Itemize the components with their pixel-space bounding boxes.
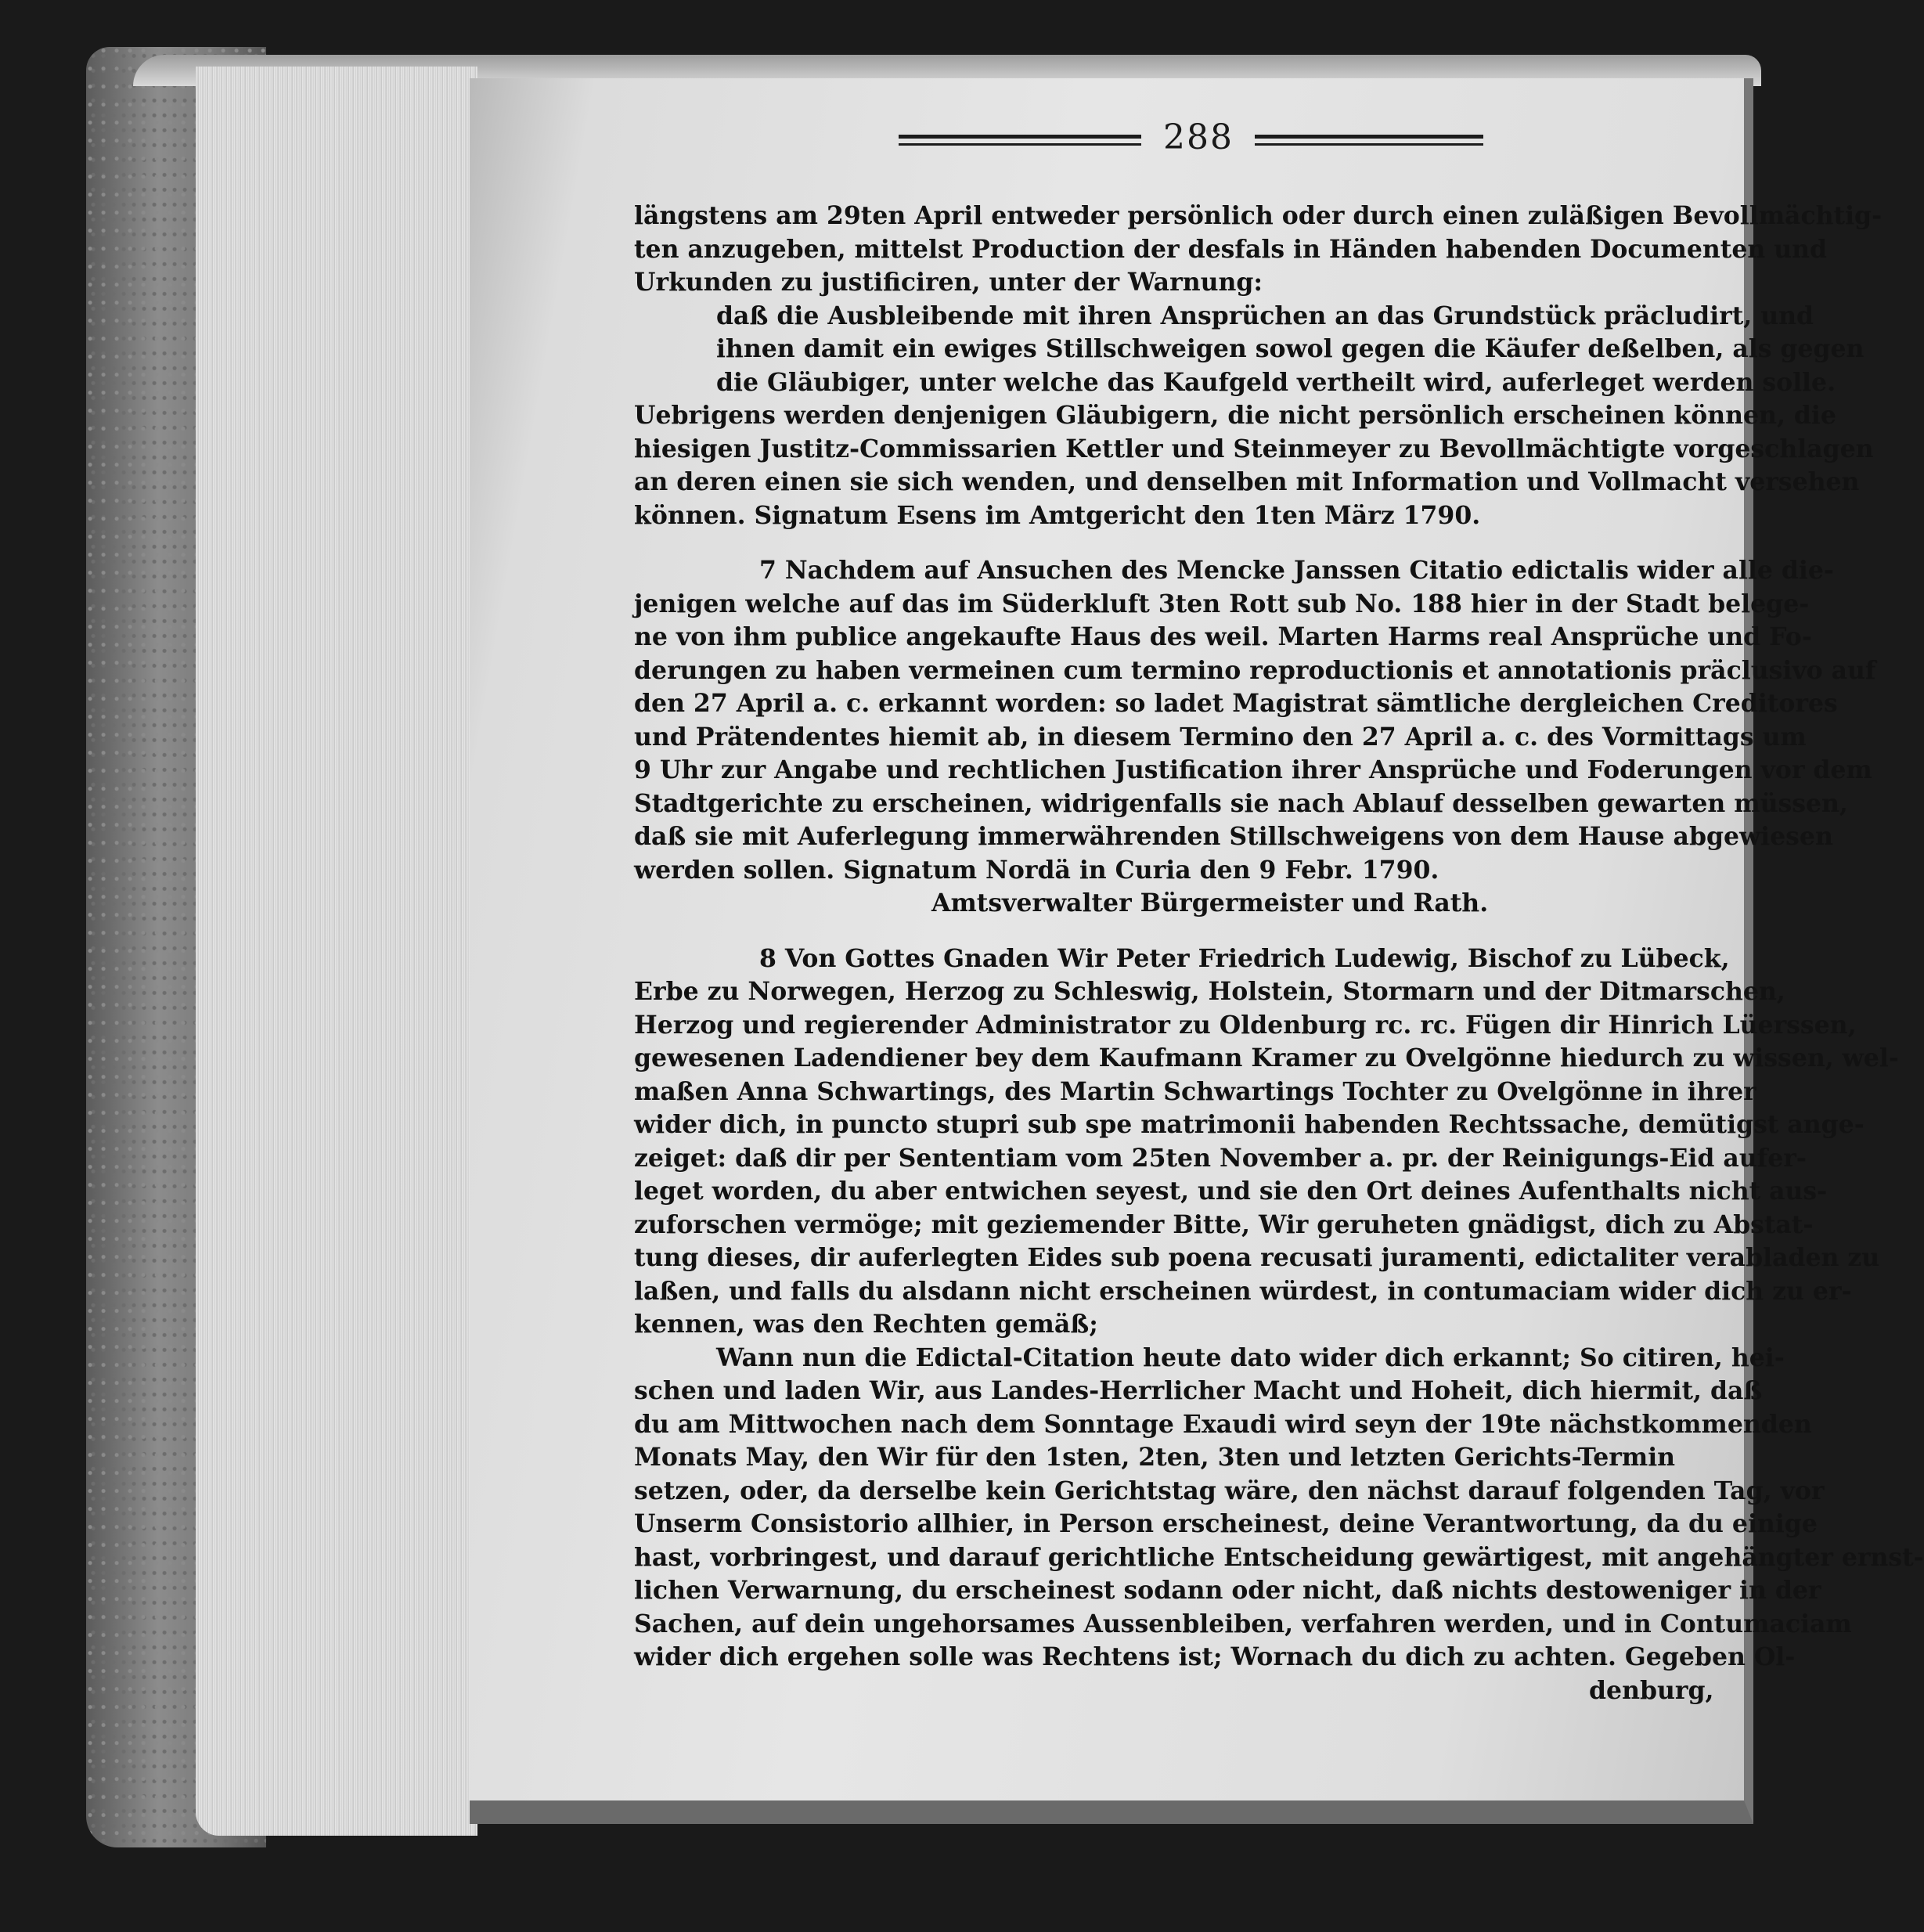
text-line: kennen, was den Rechten gemäß; [634, 1310, 1098, 1339]
header-rule-left [899, 135, 1141, 146]
text-line: gewesenen Ladendiener bey dem Kaufmann Kramer zu Ovelgönne hiedurch zu wissen, wel- [634, 1043, 1899, 1072]
text-line: hast, vorbringest, und darauf gerichtliche Entscheidung gewärtigest, mit angehängter ernst- [634, 1542, 1924, 1572]
printed-page [470, 78, 1924, 1824]
text-line: du am Mittwochen nach dem Sonntage Exaudi wird seyn der 19te nächstkommenden [634, 1409, 1812, 1439]
text-line: schen und laden Wir, aus Landes-Herrlicher Macht und Hoheit, dich hiermit, daß [634, 1376, 1763, 1405]
paragraph-gap [634, 532, 1746, 554]
text-line: den 27 April a. c. erkannt worden: so ladet Magistrat sämtliche dergleichen Creditores [634, 689, 1838, 718]
text-line: ihnen damit ein ewiges Stillschweigen sowol gegen die Käufer deßelben, als gegen [716, 334, 1865, 363]
text-line: 7 Nachdem auf Ansuchen des Mencke Janssen Citatio edictalis wider alle die- [759, 556, 1834, 585]
page-block-edge [196, 67, 477, 1836]
text-line: längstens am 29ten April entweder persönlich oder durch einen zuläßigen Bevollmächtig- [634, 201, 1883, 230]
text-line: und Prätendentes hiemit ab, in diesem Termino den 27 April a. c. des Vormittags um [634, 722, 1807, 752]
text-line: wider dich, in puncto stupri sub spe matrimonii habenden Rechtssache, demütigst ange- [634, 1110, 1865, 1139]
paragraph-gap [634, 921, 1746, 943]
text-line: daß die Ausbleibende mit ihren Ansprüchen an das Grundstück präcludirt, und [716, 301, 1814, 330]
text-line: an deren einen sie sich wenden, und denselben mit Information und Vollmacht versehen [634, 467, 1860, 496]
text-line: die Gläubiger, unter welche das Kaufgeld vertheilt wird, auferleget werden solle. [716, 367, 1836, 397]
text-line: maßen Anna Schwartings, des Martin Schwartings Tochter zu Ovelgönne in ihrer [634, 1076, 1756, 1106]
text-line: denburg, [1589, 1675, 1714, 1705]
text-line: setzen, oder, da derselbe kein Gerichtstag wäre, den nächst darauf folgenden Tag, vor [634, 1476, 1825, 1505]
text-line: leget worden, du aber entwichen seyest, und sie den Ort deines Aufenthalts nicht aus- [634, 1177, 1828, 1206]
text-line: Erbe zu Norwegen, Herzog zu Schleswig, Holstein, Stormarn und der Ditmarschen, [634, 977, 1785, 1006]
text-line: Amtsverwalter Bürgermeister und Rath. [931, 889, 1489, 917]
text-line: jenigen welche auf das im Süderkluft 3ten Rott sub No. 188 hier in der Stadt belege- [634, 589, 1810, 618]
text-line: tung dieses, dir auferlegten Eides sub poena recusati juramenti, edictaliter verabladen zu [634, 1243, 1880, 1272]
page-text-body [634, 200, 1924, 1707]
text-line: Wann nun die Edictal-Citation heute dato wider dich erkannt; So citiren, hei- [716, 1343, 1785, 1372]
text-line: Unserm Consistorio allhier, in Person erscheinest, deine Verantwortung, da du einige [634, 1509, 1818, 1538]
text-line: 8 Von Gottes Gnaden Wir Peter Friedrich Ludewig, Bischof zu Lübeck, [759, 943, 1730, 973]
text-line: lichen Verwarnung, du erscheinest sodann oder nicht, daß nichts destoweniger in der [634, 1576, 1821, 1605]
text-line: ten anzugeben, mittelst Production der desfals in Händen habenden Documenten und [634, 234, 1828, 264]
page-header [470, 117, 1744, 164]
text-line: Monats May, den Wir für den 1sten, 2ten, 3ten und letzten Gerichts-Termin [634, 1443, 1676, 1472]
text-line: Herzog und regierender Administrator zu Oldenburg rc. rc. Fügen dir Hinrich Lüerssen, [634, 1010, 1857, 1040]
text-line: zuforschen vermöge; mit geziemender Bitte, Wir geruheten gnädigst, dich zu Abstat- [634, 1209, 1814, 1239]
text-line: daß sie mit Auferlegung immerwährenden Stillschweigens von dem Hause abgewiesen [634, 822, 1833, 851]
text-line: 9 Uhr zur Angabe und rechtlichen Justification ihrer Ansprüche und Foderungen vor dem [634, 755, 1872, 784]
text-line: laßen, und falls du alsdann nicht erscheinen würdest, in contumaciam wider dich zu er- [634, 1276, 1852, 1306]
text-line: Sachen, auf dein ungehorsames Aussenbleiben, verfahren werden, und in Contumaciam [634, 1609, 1852, 1638]
text-line: Uebrigens werden denjenigen Gläubigern, die nicht persönlich erscheinen können, die [634, 401, 1836, 430]
text-line: ne von ihm publice angekaufte Haus des weil. Marten Harms real Ansprüche und Fo- [634, 622, 1812, 651]
header-rule-right [1255, 135, 1483, 146]
text-line: Urkunden zu justificiren, unter der Warnung: [634, 268, 1263, 297]
text-line: derungen zu haben vermeinen cum termino reproductionis et annotationis präclusivo auf [634, 655, 1876, 685]
page-number: 288 [1163, 117, 1234, 157]
text-line: können. Signatum Esens im Amtgericht den 1ten März 1790. [634, 500, 1481, 530]
text-line: hiesigen Justitz-Commissarien Kettler und Steinmeyer zu Bevollmächtigte vorgeschlagen [634, 434, 1874, 463]
text-line: Stadtgerichte zu erscheinen, widrigenfalls sie nach Ablauf desselben gewarten müssen, [634, 788, 1848, 818]
text-line: wider dich ergehen solle was Rechtens ist; Wornach du dich zu achten. Gegeben Ol- [634, 1642, 1796, 1671]
text-line: werden sollen. Signatum Nordä in Curia den 9 Febr. 1790. [634, 855, 1439, 885]
text-line: zeiget: daß dir per Sententiam vom 25ten November a. pr. der Reinigungs-Eid aufer- [634, 1143, 1807, 1173]
